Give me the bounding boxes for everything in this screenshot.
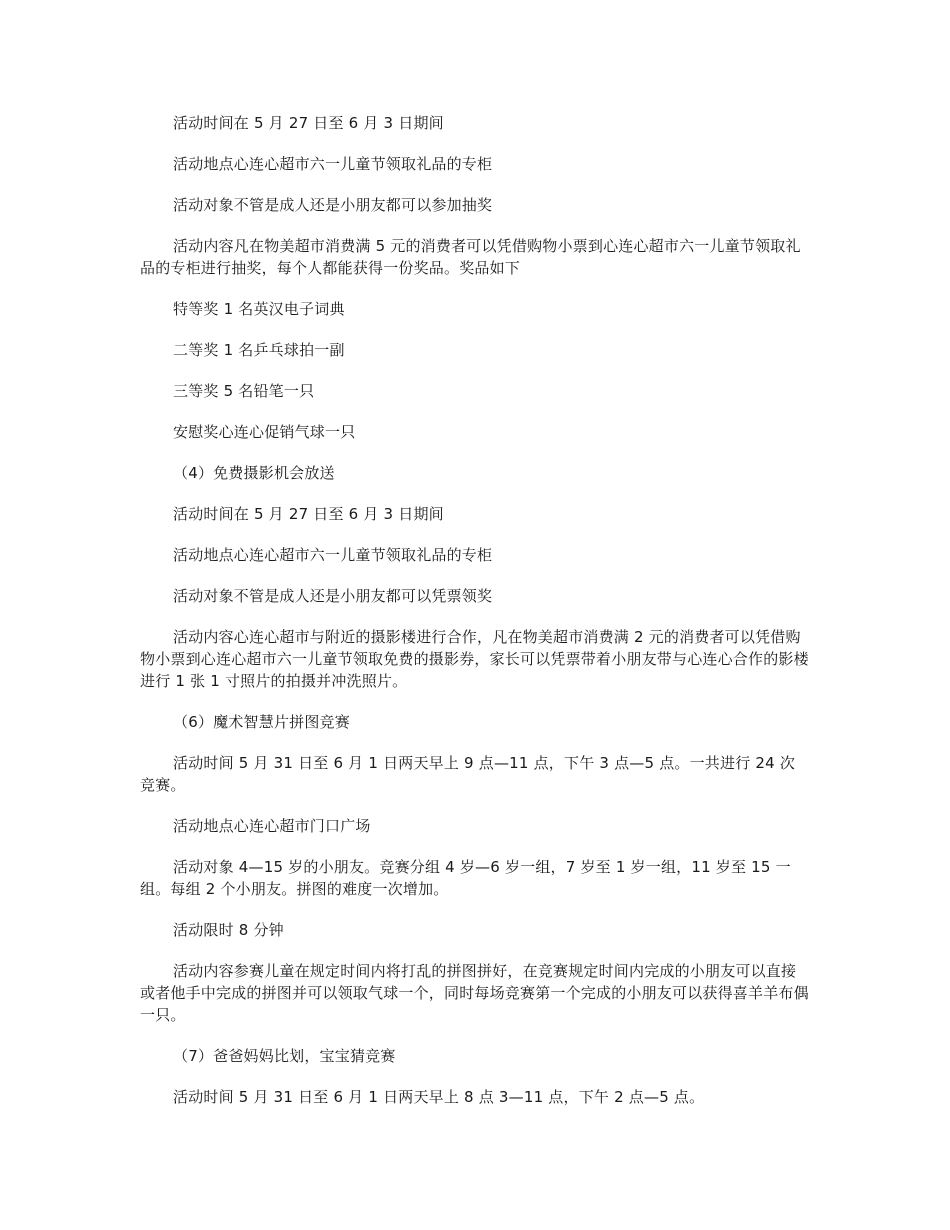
paragraph: 活动时间 5 月 31 日至 6 月 1 日两天早上 8 点 3—11 点，下午 2 点—5 点。: [173, 1088, 705, 1106]
paragraph: 活动地点心连心超市六一儿童节领取礼品的专柜: [173, 546, 493, 564]
paragraph: 二等奖 1 名乒乓球拍一副: [173, 341, 345, 359]
paragraph: 活动对象不管是成人还是小朋友都可以参加抽奖: [173, 196, 493, 214]
section-heading: （4）免费摄影机会放送: [173, 464, 335, 482]
paragraph: 三等奖 5 名铅笔一只: [173, 382, 315, 400]
paragraph: 活动内容心连心超市与附近的摄影楼进行合作，凡在物美超市消费满 2 元的消费者可以凭借购物小票到心连心超市六一儿童节领取免费的摄影券，家长可以凭票带着小朋友带与心连心合作的影楼进行 1 张 1 寸照片的拍摄并冲洗照片。: [140, 628, 809, 690]
paragraph: 活动限时 8 分钟: [173, 921, 284, 939]
paragraph: 活动时间在 5 月 27 日至 6 月 3 日期间: [173, 505, 444, 523]
paragraph: 活动时间在 5 月 27 日至 6 月 3 日期间: [173, 114, 444, 132]
section-heading: （6）魔术智慧片拼图竞赛: [173, 713, 350, 731]
paragraph: 活动地点心连心超市六一儿童节领取礼品的专柜: [173, 155, 493, 173]
section-heading: （7）爸爸妈妈比划，宝宝猜竞赛: [173, 1047, 396, 1065]
paragraph: 活动时间 5 月 31 日至 6 月 1 日两天早上 9 点—11 点，下午 3 点—5 点。一共进行 24 次竞赛。: [140, 754, 796, 794]
paragraph: 活动地点心连心超市门口广场: [173, 817, 371, 835]
paragraph: 活动内容参赛儿童在规定时间内将打乱的拼图拼好，在竞赛规定时间内完成的小朋友可以直接或者他手中完成的拼图并可以领取气球一个，同时每场竞赛第一个完成的小朋友可以获得喜羊羊布偶一只。: [140, 962, 809, 1024]
paragraph: 特等奖 1 名英汉电子词典: [173, 300, 345, 318]
paragraph: 活动内容凡在物美超市消费满 5 元的消费者可以凭借购物小票到心连心超市六一儿童节领取礼品的专柜进行抽奖，每个人都能获得一份奖品。奖品如下: [140, 237, 801, 277]
paragraph: 活动对象 4—15 岁的小朋友。竞赛分组 4 岁—6 岁一组，7 岁至 1 岁一组，11 岁至 15 一组。每组 2 个小朋友。拼图的难度一次增加。: [140, 858, 791, 898]
document-page: [140, 112, 810, 1127]
paragraph: 安慰奖心连心促销气球一只: [173, 423, 356, 441]
paragraph: 活动对象不管是成人还是小朋友都可以凭票领奖: [173, 587, 493, 605]
